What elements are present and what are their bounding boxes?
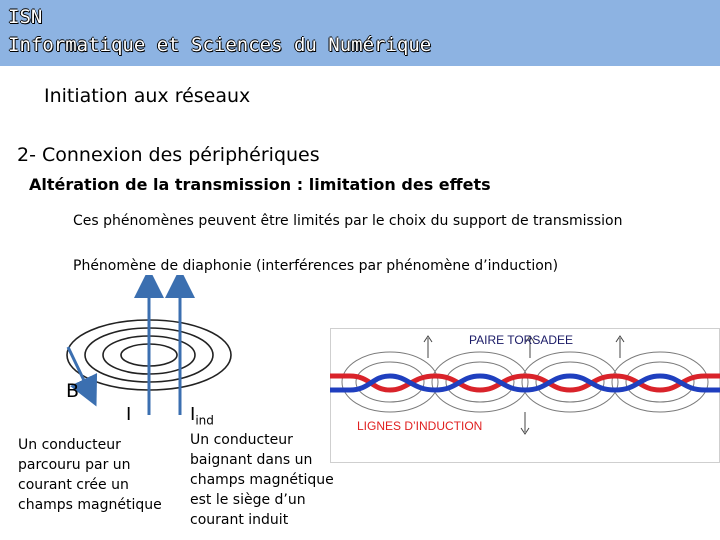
- paragraph-support: Ces phénomènes peuvent être limités par le choix du support de transmission: [73, 213, 623, 229]
- label-current-i: I: [126, 404, 132, 425]
- induction-diagram: [50, 275, 310, 435]
- paragraph-crosstalk: Phénomène de diaphonie (interférences par phénomène d’induction): [73, 258, 559, 274]
- subsection-heading: Altération de la transmission : limitation des effets: [29, 175, 491, 194]
- label-induced-current: $I_{ind}$: [190, 404, 214, 428]
- title-banner: [0, 0, 720, 66]
- banner-title-short: ISN: [8, 6, 43, 28]
- label-b: B: [66, 380, 80, 402]
- twisted-pair-title: PAIRE TORSADEE: [469, 333, 574, 347]
- twisted-pair-diagram: [330, 328, 720, 463]
- banner-title-long: Informatique et Sciences du Numérique: [8, 34, 432, 56]
- section-heading: 2- Connexion des périphériques: [17, 144, 320, 166]
- induction-lines-label: LIGNES D’INDUCTION: [357, 419, 483, 433]
- page-subtitle: Initiation aux réseaux: [44, 85, 251, 107]
- caption-conductor-field: Un conducteur parcouru par un courant crée un champs magnétique: [18, 437, 162, 513]
- caption-induced-current: Un conducteur baignant dans un champs magnétique est le siège d’un courant induit: [190, 432, 334, 528]
